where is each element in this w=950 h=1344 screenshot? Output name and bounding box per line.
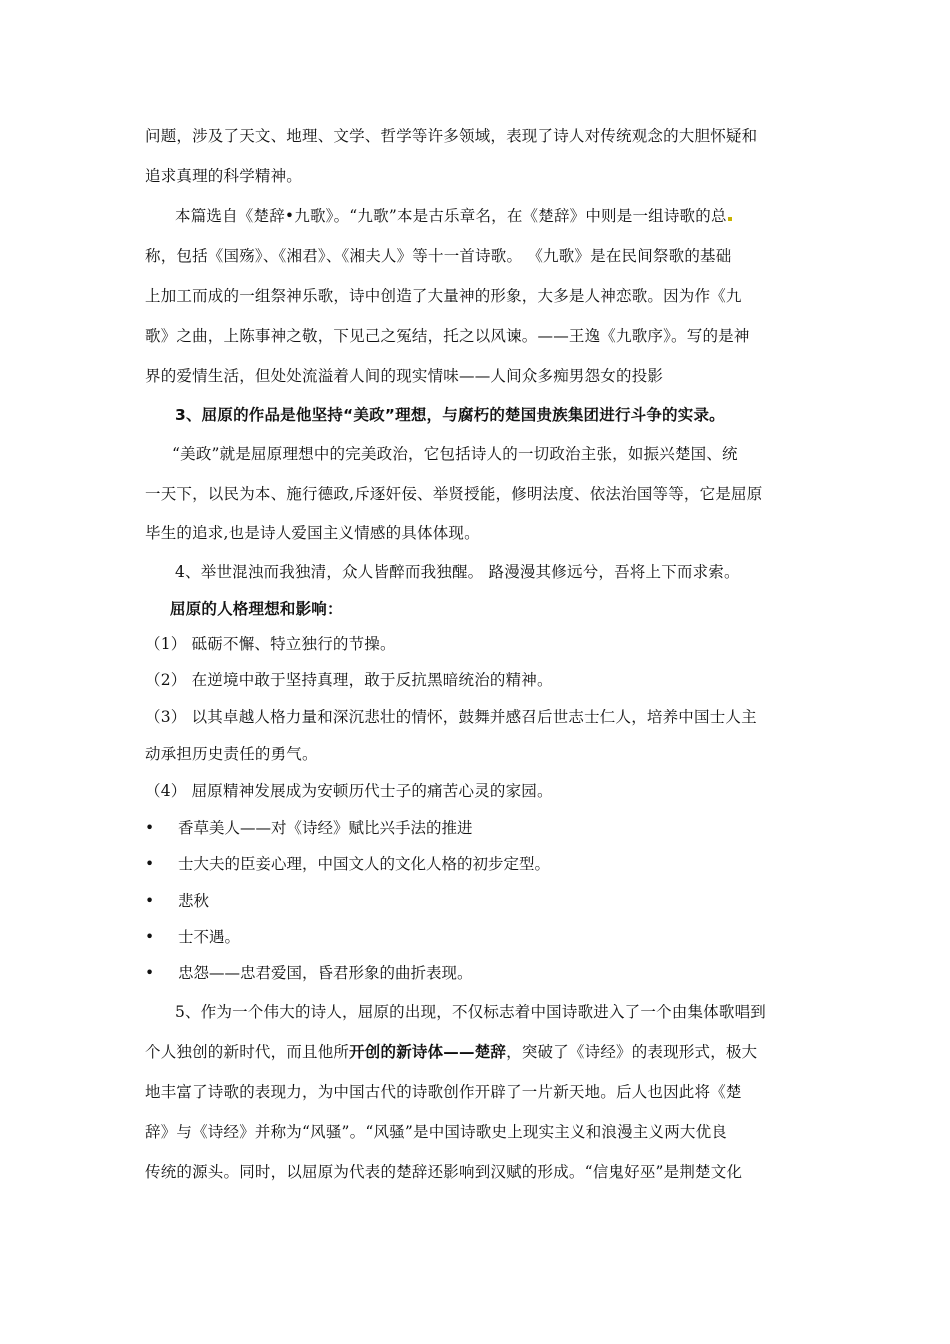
- paragraph-line: 追求真理的科学精神。: [145, 167, 303, 185]
- paragraph-line: 问题，涉及了天文、地理、文学、哲学等许多领域，表现了诗人对传统观念的大胆怀疑和: [145, 127, 758, 145]
- paragraph-line: 毕生的追求,也是诗人爱国主义情感的具体体现。: [145, 524, 480, 542]
- paragraph-line: 地丰富了诗歌的表现力，为中国古代的诗歌创作开辟了一片新天地。后人也因此将《楚: [145, 1083, 742, 1101]
- list-item: （3） 以其卓越人格力量和深沉悲壮的情怀，鼓舞并感召后世志士仁人，培养中国士人主: [145, 708, 757, 726]
- bullet-item: 悲秋: [178, 892, 210, 910]
- paragraph-line: [145, 1042, 757, 1062]
- bullet-item: 香草美人——对《诗经》赋比兴手法的推进: [178, 819, 473, 837]
- bullet-item: 士大夫的臣妾心理，中国文人的文化人格的初步定型。: [178, 855, 551, 873]
- paragraph-line: 一天下，以民为本、施行德政,斥逐奸佞、举贤授能，修明法度、依法治国等等，它是屈原: [145, 485, 763, 503]
- bullet-icon: •: [145, 964, 155, 982]
- list-item: （4） 屈原精神发展成为安顿历代士子的痛苦心灵的家园。: [145, 782, 553, 800]
- paragraph-line: 称，包括《国殇》、《湘君》、《湘夫人》等十一首诗歌。 《九歌》是在民间祭歌的基础: [145, 247, 732, 265]
- bullet-icon: •: [145, 855, 155, 873]
- paragraph-line: 界的爱情生活，但处处流溢着人间的现实情味——人间众多痴男怨女的投影: [145, 367, 664, 385]
- paragraph-text: ，突破了《诗经》的表现形式，极大: [506, 1043, 758, 1061]
- paragraph-line: 歌》之曲，上陈事神之敬，下见己之冤结，托之以风谏。——王逸《九歌序》。写的是神: [145, 327, 750, 345]
- bullet-icon: •: [145, 892, 155, 910]
- paragraph-line: 上加工而成的一组祭神乐歌，诗中创造了大量神的形象，大多是人神恋歌。因为作《九: [145, 287, 742, 305]
- paragraph-line: “美政”就是屈原理想中的完美政治，它包括诗人的一切政治主张，如振兴楚国、统: [172, 445, 738, 463]
- bullet-icon: •: [145, 819, 155, 837]
- list-item: 动承担历史责任的勇气。: [145, 745, 318, 763]
- paragraph-line: 辞》与《诗经》并称为“风骚”。“风骚”是中国诗歌史上现实主义和浪漫主义两大优良: [145, 1123, 727, 1141]
- list-item: （1） 砥砺不懈、特立独行的节操。: [145, 635, 396, 653]
- bullet-icon: •: [145, 928, 155, 946]
- section-heading-3: 3、屈原的作品是他坚持“美政”理想，与腐朽的楚国贵族集团进行斗争的实录。: [175, 406, 725, 424]
- paragraph-text: 个人独创的新时代，而且他所: [145, 1043, 350, 1061]
- paragraph-line: 5、作为一个伟大的诗人，屈原的出现，不仅标志着中国诗歌进入了一个由集体歌唱到: [175, 1003, 766, 1021]
- paragraph-line: [175, 206, 732, 226]
- emphasis-text: 开创的新诗体——楚辞: [349, 1043, 507, 1061]
- bullet-item: 士不遇。: [178, 928, 241, 946]
- paragraph-line: 传统的源头。同时，以屈原为代表的楚辞还影响到汉赋的形成。“信鬼好巫”是荆楚文化: [145, 1163, 743, 1181]
- list-item: （2） 在逆境中敢于坚持真理，敢于反抗黑暗统治的精神。: [145, 671, 553, 689]
- margin-mark: [728, 217, 732, 221]
- paragraph-line: 4、举世混浊而我独清，众人皆醉而我独醒。 路漫漫其修远兮，吾将上下而求索。: [175, 563, 740, 581]
- bullet-item: 忠怨——忠君爱国，昏君形象的曲折表现。: [178, 964, 473, 982]
- paragraph-text: 本篇选自《楚辞•九歌》。“九歌”本是古乐章名，在《楚辞》中则是一组诗歌的总: [175, 207, 727, 225]
- section-heading-persona: 屈原的人格理想和影响：: [170, 600, 343, 618]
